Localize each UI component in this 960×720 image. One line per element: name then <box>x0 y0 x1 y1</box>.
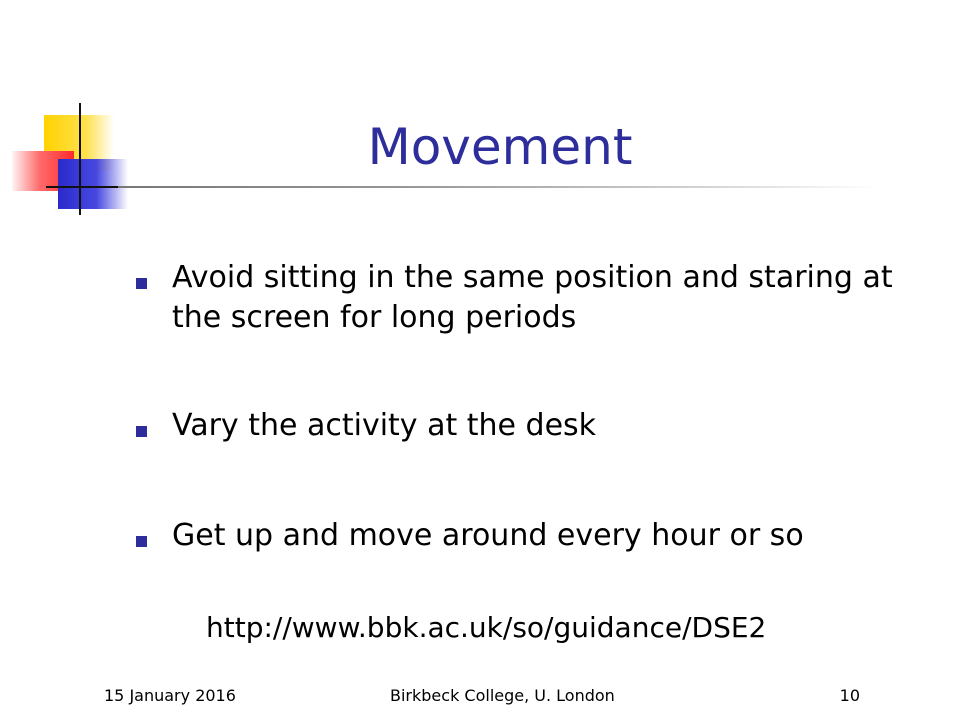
square-bullet-icon <box>136 278 147 289</box>
decorative-squares-logo <box>0 95 140 225</box>
square-bullet-icon <box>136 426 147 437</box>
slide-title: Movement <box>367 118 633 176</box>
footer-page-number: 10 <box>839 686 860 705</box>
footer-organization: Birkbeck College, U. London <box>390 686 615 705</box>
vertical-divider-line <box>79 103 81 215</box>
square-bullet-icon <box>136 536 147 547</box>
bullet-text: Vary the activity at the desk <box>172 408 597 443</box>
blue-square-shape <box>58 159 128 209</box>
footer-date: 15 January 2016 <box>104 686 236 705</box>
bullet-text: Get up and move around every hour or so <box>172 518 804 553</box>
title-underline-rule <box>118 186 878 188</box>
bullet-text: Avoid sitting in the same position and staring at the screen for long periods <box>172 260 893 335</box>
reference-url-link[interactable]: http://www.bbk.ac.uk/so/guidance/DSE2 <box>206 611 767 644</box>
